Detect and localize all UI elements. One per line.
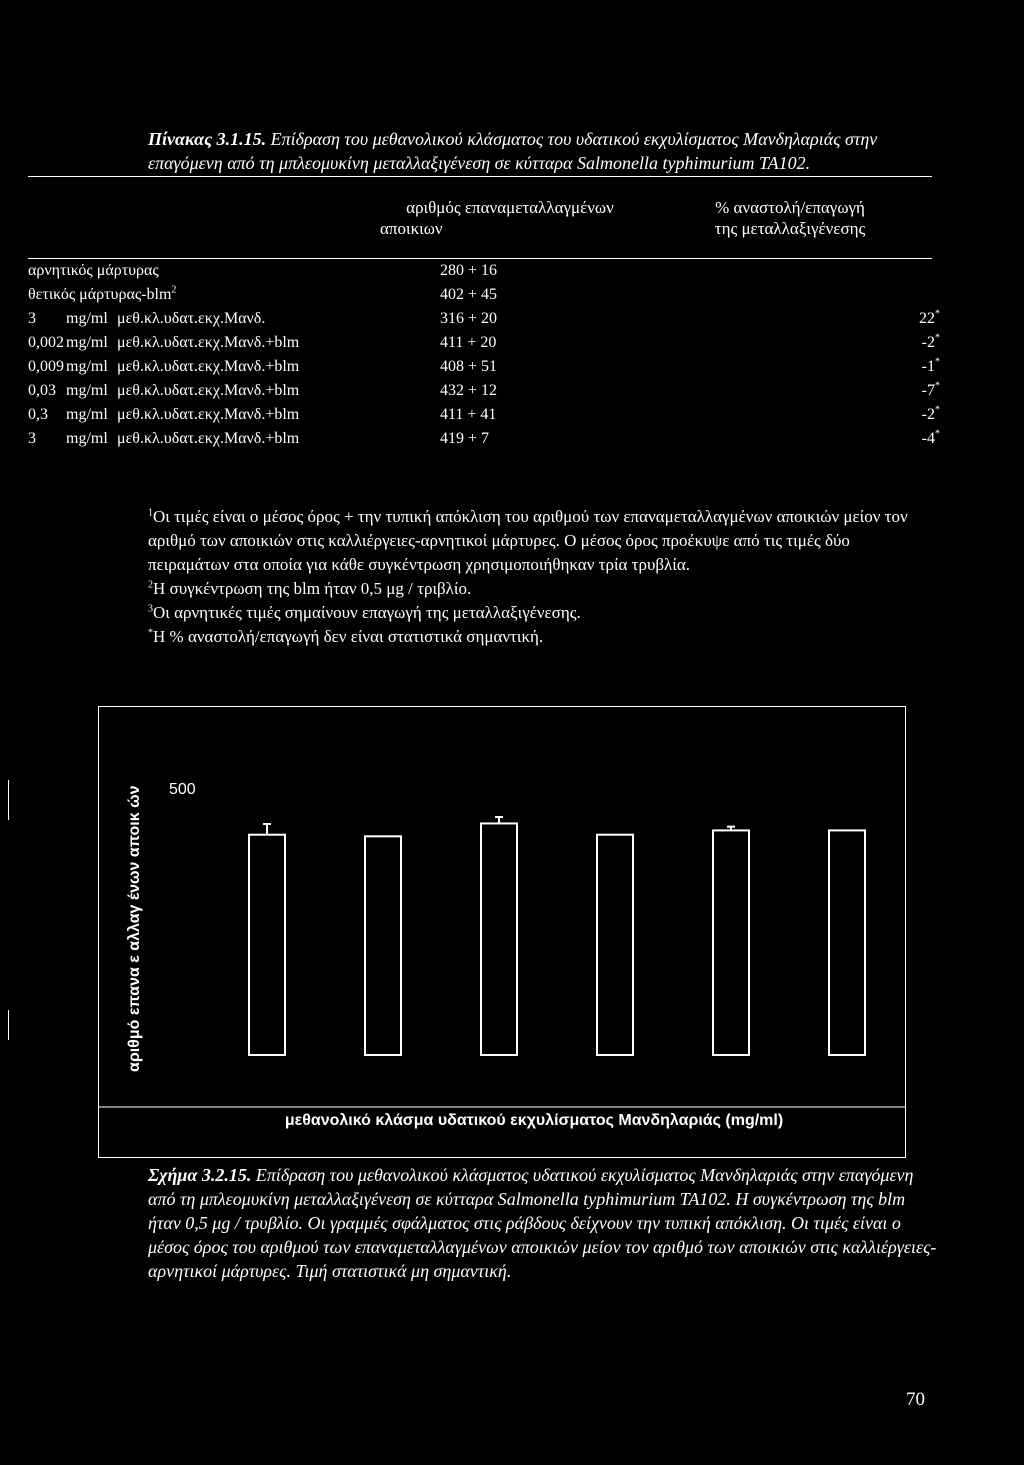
row-pct-value: -1 [921, 358, 935, 375]
row-pct-value: -2 [921, 406, 935, 423]
table-caption [148, 127, 948, 175]
row-conc: 0,3 [28, 406, 48, 423]
bar [713, 830, 749, 1055]
footnote-2 [148, 577, 918, 601]
column-header-colonies [360, 197, 660, 239]
table-row [28, 334, 948, 356]
row-pct-star: * [935, 332, 940, 344]
row-value: 411 + 20 [440, 334, 497, 351]
row-value: 419 + 7 [440, 430, 490, 447]
footnote-4 [148, 625, 918, 649]
table-row [28, 406, 948, 428]
row-conc: 0,002 [28, 334, 64, 351]
row-pct-star: * [935, 308, 940, 320]
table-footnotes [148, 505, 918, 649]
row-value: 408 + 51 [440, 358, 498, 375]
row-unit: mg/ml [66, 382, 108, 399]
table-row [28, 382, 948, 404]
bar [829, 830, 865, 1055]
bar [597, 835, 633, 1055]
row-substance: μεθ.κλ.υδατ.εκχ.Μανδ.+blm [117, 430, 300, 447]
column-header-inhibition [640, 197, 940, 239]
column-header-inhibition-line2: της μεταλλαξιγένεσης [714, 219, 866, 238]
row-unit: mg/ml [66, 310, 108, 327]
row-unit: mg/ml [66, 430, 108, 447]
row-substance: μεθ.κλ.υδατ.εκχ.Μανδ.+blm [117, 358, 300, 375]
row-pct-value: 22 [919, 310, 935, 327]
bar-chart [99, 707, 905, 1157]
row-conc: 3 [28, 310, 36, 327]
row-unit: mg/ml [66, 358, 108, 375]
bar [365, 836, 401, 1055]
row-pct-star: * [935, 356, 940, 368]
footnote-2-text: Η συγκέντρωση της blm ήταν 0,5 μg / τριβλίο. [153, 579, 472, 598]
table-row [28, 310, 948, 332]
footnote-3-mark: 3 [148, 603, 153, 615]
row-label-text: θετικός μάρτυρας-blm [28, 286, 172, 303]
footnote-1-mark: 1 [148, 507, 153, 519]
chart-frame [98, 706, 906, 1158]
footnote-4-mark: * [148, 627, 153, 639]
row-substance: μεθ.κλ.υδατ.εκχ.Μανδ. [117, 310, 266, 327]
footnote-1-text: Οι τιμές είναι ο μέσος όρος + την τυπική απόκλιση του αριθμού των επαναμεταλλαγμένων αποικιών μείον τον αριθμό των αποικιών στις καλλιέργειες-αρνητικοί μάρτυρες. Ο μέσος όρος προέκυψε από τις τιμές δύο πειραμάτων στα οποία για κάθε συγκέντρωση χρησιμοποιήθηκαν τρία τρυβλία. [148, 507, 908, 574]
row-substance: μεθ.κλ.υδατ.εκχ.Μανδ.+blm [117, 382, 300, 399]
row-pct [922, 334, 940, 352]
row-value: 316 + 20 [440, 310, 498, 327]
row-substance: μεθ.κλ.υδατ.εκχ.Μανδ.+blm [117, 334, 300, 351]
row-pct-value: -2 [921, 334, 935, 351]
table-caption-text: Επίδραση του μεθανολικού κλάσματος του υδατικού εκχυλίσματος Μανδηλαριάς στην επαγόμενη από τη μπλεομυκίνη μεταλλαξιγένεση σε κύτταρα Salmonella typhimurium TA102. [148, 129, 878, 173]
row-label-sup: 2 [171, 284, 177, 296]
row-label: αρνητικός μάρτυρας [28, 262, 159, 279]
footnote-3 [148, 601, 918, 625]
footnote-1 [148, 505, 918, 577]
bar [481, 823, 517, 1055]
row-value: 411 + 41 [440, 406, 497, 423]
row-value: 402 + 45 [440, 286, 498, 303]
figure-caption-text: Επίδραση του μεθανολικού κλάσματος υδατικού εκχυλίσματος Μανδηλαριάς στην επαγόμενη από τη μπλεομυκίνη μεταλλαξιγένεση σε κύτταρα Salmonella typhimurium TA102. Η συγκέντρωση της blm ήταν 0,5 μg / τρυβλίο. Οι γραμμές σφάλματος στις ράβδους δείχνουν την τυπική απόκλιση. Οι τιμές είναι ο μέσος όρος του αριθμού των επαναμεταλλαγμένων αποικιών μείον τον αριθμό των αποικιών στις καλλιέργειες-αρνητικοί μάρτυρες. Τιμή στατιστικά μη σημαντική. [148, 1165, 937, 1281]
bar [249, 835, 285, 1055]
row-pct [922, 406, 940, 424]
row-value: 432 + 12 [440, 382, 498, 399]
table-row [28, 286, 948, 308]
column-header-colonies-line1: αριθμός επαναμεταλλαγμένων [406, 198, 614, 217]
column-header-colonies-line2: αποικιων [380, 219, 443, 238]
table-row [28, 358, 948, 380]
row-unit: mg/ml [66, 334, 108, 351]
y-tick-label: 500 [169, 781, 196, 798]
row-conc: 0,03 [28, 382, 56, 399]
scan-edge-line [8, 1010, 9, 1040]
x-axis-label: μεθανολικό κλάσμα υδατικού εκχυλίσματος Μανδηλαριάς (mg/ml) [284, 1112, 784, 1129]
row-pct-value: -4 [921, 430, 935, 447]
table-row [28, 430, 948, 452]
table-top-rule [28, 176, 932, 177]
row-conc: 3 [28, 430, 36, 447]
row-pct-value: -7 [921, 382, 935, 399]
page-number: 70 [906, 1389, 925, 1410]
row-pct-star: * [935, 404, 940, 416]
row-pct-star: * [935, 380, 940, 392]
footnote-4-text: Η % αναστολή/επαγωγή δεν είναι στατιστικά σημαντική. [153, 627, 544, 646]
scan-edge-line [8, 780, 9, 820]
table-caption-label: Πίνακας 3.1.15. [148, 129, 267, 149]
row-value: 280 + 16 [440, 262, 498, 279]
bars-layer [249, 817, 865, 1055]
row-label [28, 286, 176, 304]
y-axis-label: αριθμό επανα ε αλλαγ ένων αποικ ών [126, 785, 143, 1072]
row-pct-star: * [935, 428, 940, 440]
row-pct [922, 358, 940, 376]
figure-caption-label: Σχήμα 3.2.15. [148, 1165, 252, 1185]
figure-caption [148, 1163, 938, 1283]
column-header-inhibition-line1: % αναστολή/επαγωγή [715, 198, 865, 217]
row-pct [922, 382, 940, 400]
footnote-3-text: Οι αρνητικές τιμές σημαίνουν επαγωγή της μεταλλαξιγένεσης. [153, 603, 581, 622]
footnote-2-mark: 2 [148, 579, 153, 591]
row-pct [919, 310, 940, 328]
row-unit: mg/ml [66, 406, 108, 423]
row-conc: 0,009 [28, 358, 64, 375]
table-header-rule [28, 258, 932, 259]
table-row [28, 262, 948, 284]
row-pct [922, 430, 940, 448]
row-substance: μεθ.κλ.υδατ.εκχ.Μανδ.+blm [117, 406, 300, 423]
